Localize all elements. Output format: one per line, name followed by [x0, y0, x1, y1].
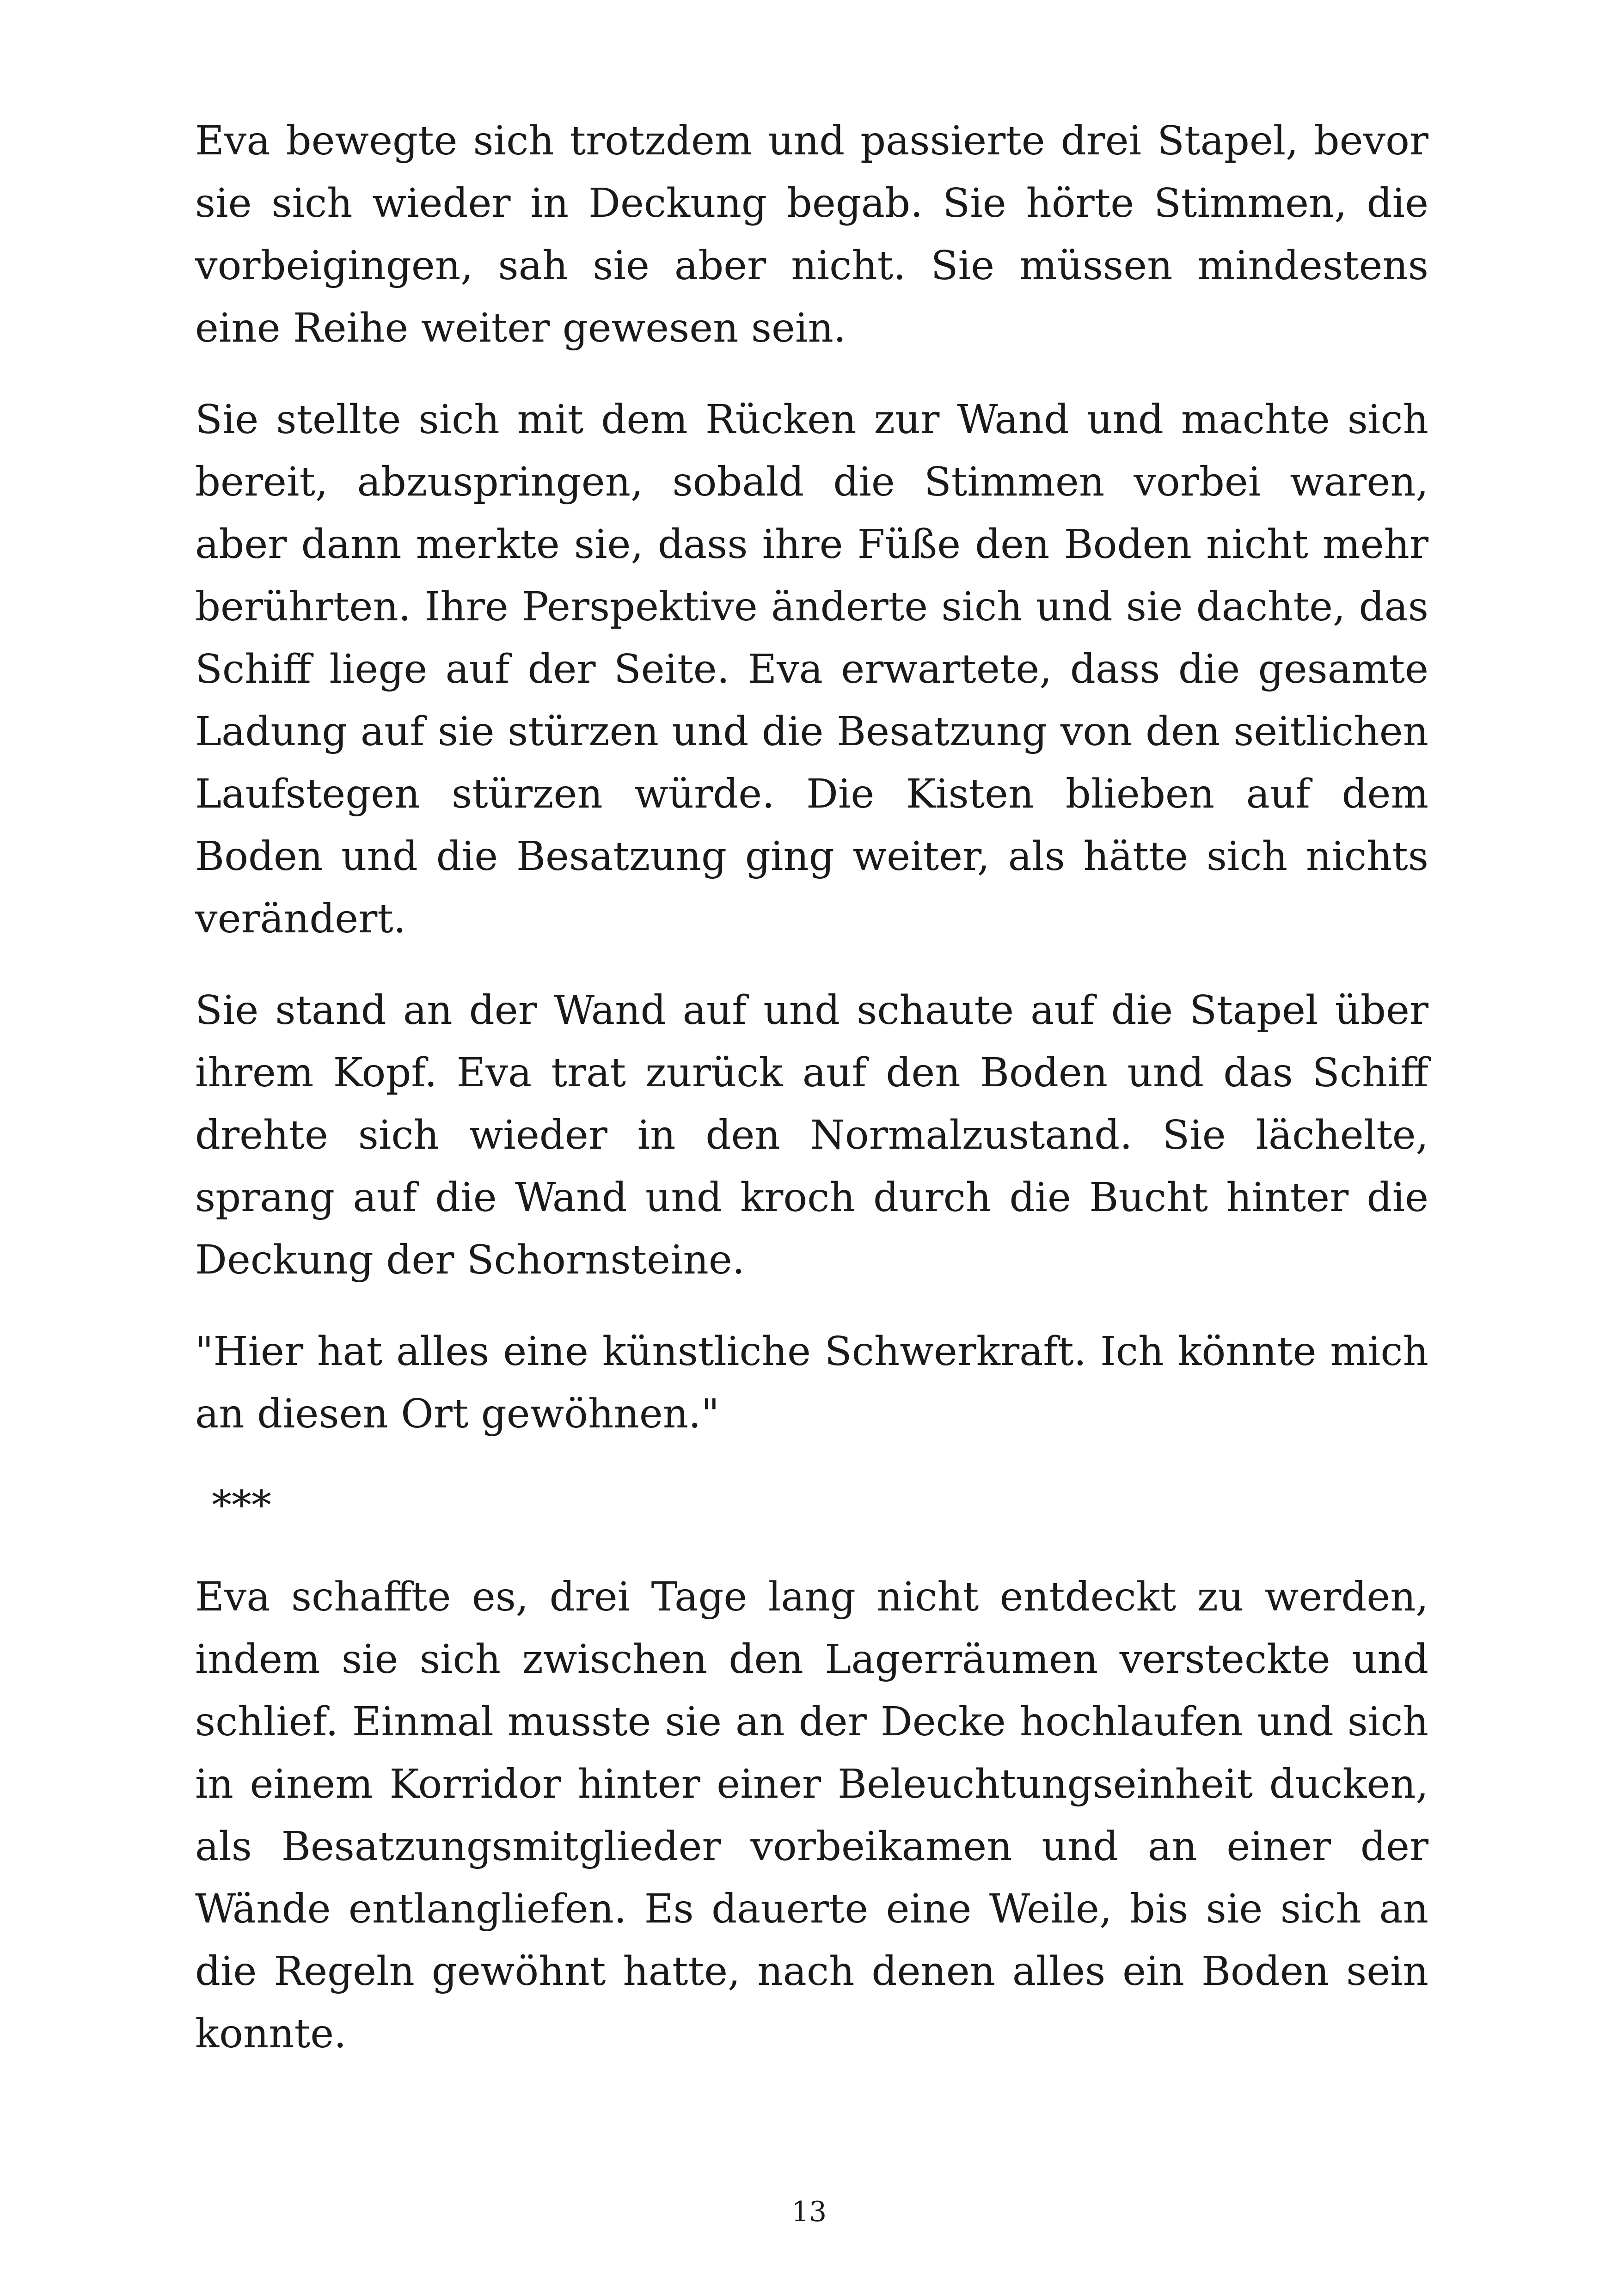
paragraph-3: Sie stand an der Wand auf und schaute auf die Stapel über ihrem Kopf. Eva trat zurück auf den Boden und das Schiff drehte sich wieder in den Normalzustand. Sie lächelte, sprang auf die Wand und kroch durch die Bucht hinter die Deckung der Schornsteine. — [195, 987, 1428, 1283]
body-text — [195, 110, 1428, 2094]
page-number: 13 — [791, 2196, 827, 2228]
paragraph-5: Eva schaffte es, drei Tage lang nicht entdeckt zu werden, indem sie sich zwischen den Lagerräumen versteckte und schlief. Einmal musste sie an der Decke hochlaufen und sich in einem Korridor hinter einer Beleuchtungseinheit ducken, als Besatzungsmitglieder vorbeikamen und an einer der Wände entlangliefen. Es dauerte eine Weile, bis sie sich an die Regeln gewöhnt hatte, nach denen alles ein Boden sein konnte. — [195, 1574, 1428, 2057]
paragraph-1: Eva bewegte sich trotzdem und passierte drei Stapel, bevor sie sich wieder in Deckung begab. Sie hörte Stimmen, die vorbeigingen, sah sie aber nicht. Sie müssen mindestens eine Reihe weiter gewesen sein. — [195, 118, 1428, 351]
scene-break: *** — [212, 1482, 271, 1529]
paragraph-4: "Hier hat alles eine künstliche Schwerkraft. Ich könnte mich an diesen Ort gewöhnen." — [195, 1329, 1428, 1437]
paragraph-2: Sie stellte sich mit dem Rücken zur Wand und machte sich bereit, abzuspringen, sobald die Stimmen vorbei waren, aber dann merkte sie, dass ihre Füße den Boden nicht mehr berührten. Ihre Perspektive änderte sich und sie dachte, das Schiff liege auf der Seite. Eva erwartete, dass die gesamte Ladung auf sie stürzen und die Besatzung von den seitlichen Laufstegen stürzen würde. Die Kisten blieben auf dem Boden und die Besatzung ging weiter, als hätte sich nichts verändert. — [195, 397, 1428, 942]
